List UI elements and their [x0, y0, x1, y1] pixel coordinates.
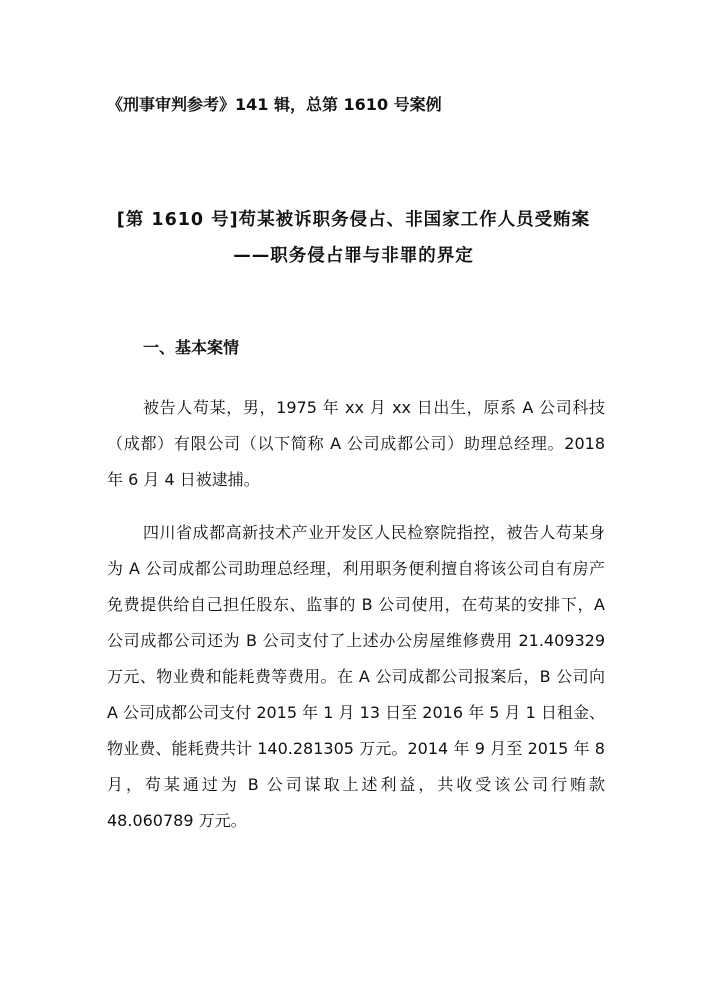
paragraph-prosecution-allegation: 四川省成都高新技术产业开发区人民检察院指控，被告人苟某身为 A 公司成都公司助理总经理，利用职务便利擅自将该公司自有房产免费提供给自己担任股东、监事的 B 公司使用，在苟某的安排下，A 公司成都公司还为 B 公司支付了上述办公房屋维修费用 21.409329 万元、物业费和能耗费等费用。在 A 公司成都公司报案后，B 公司向 A 公司成都公司支付 2015 年 1 月 13 日至 2016 年 5 月 1 日租金、物业费、能耗费共计 140.281305 万元。2014 年 9 月至 2015 年 8 月，苟某通过为 B 公司谋取上述利益，共收受该公司行贿款 48.060789 万元。	[107, 523, 605, 830]
case-title-subtitle: ——职务侵占罪与非罪的界定	[233, 246, 474, 266]
case-title-main: [第 1610 号]苟某被诉职务侵占、非国家工作人员受贿案	[116, 210, 591, 230]
section-heading-basic-facts: 一、基本案情	[143, 338, 240, 357]
case-title	[0, 202, 707, 274]
paragraph-defendant-info: 被告人苟某，男，1975 年 xx 月 xx 日出生，原系 A 公司科技（成都）有限公司（以下简称 A 公司成都公司）助理总经理。2018 年 6 月 4 日被逮捕。	[107, 398, 605, 489]
case-source-line: 《刑事审判参考》141 辑，总第 1610 号案例	[107, 95, 442, 114]
